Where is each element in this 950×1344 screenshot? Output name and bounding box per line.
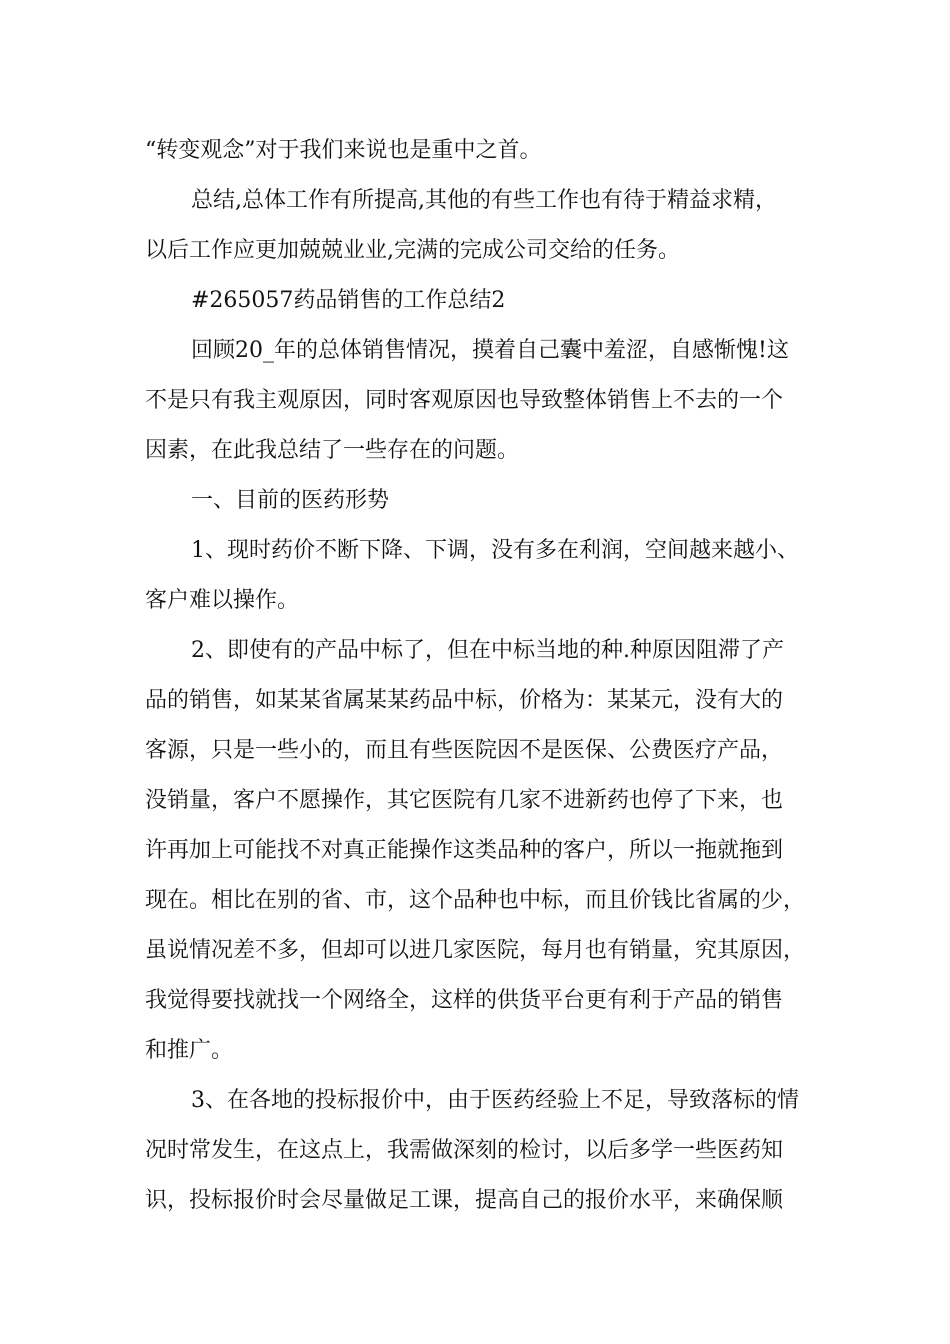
text-line: 1、现时药价不断下降、下调，没有多在利润，空间越来越小、 xyxy=(191,538,799,563)
text-line: 现在。相比在别的省、市，这个品种也中标，而且价钱比省属的少， xyxy=(145,888,806,913)
text-line: 回顾20_年的总体销售情况，摸着自己囊中羞涩，自感惭愧!这 xyxy=(191,338,789,363)
text-line: 总结,总体工作有所提高,其他的有些工作也有待于精益求精， xyxy=(191,188,777,213)
text-line: 虽说情况差不多，但却可以进几家医院，每月也有销量，究其原因， xyxy=(145,938,806,963)
text-line: 2、即使有的产品中标了，但在中标当地的种.种原因阻滞了产 xyxy=(191,638,784,663)
section-heading: 一、目前的医药形势 xyxy=(191,488,390,513)
text-line: 因素，在此我总结了一些存在的问题。 xyxy=(145,438,520,463)
text-line: 况时常发生，在这点上，我需做深刻的检讨，以后多学一些医药知 xyxy=(145,1138,784,1163)
text-line: 客户难以操作。 xyxy=(145,588,300,613)
text-line: 客源，只是一些小的，而且有些医院因不是医保、公费医疗产品， xyxy=(145,738,784,763)
text-line: 3、在各地的投标报价中，由于医药经验上不足，导致落标的情 xyxy=(191,1088,799,1113)
text-line: 许再加上可能找不对真正能操作这类品种的客户，所以一拖就拖到 xyxy=(145,838,784,863)
text-line: 识，投标报价时会尽量做足工课，提高自己的报价水平，来确保顺 xyxy=(145,1188,784,1213)
section-heading: #265057药品销售的工作总结2 xyxy=(191,288,506,313)
text-line: 不是只有我主观原因，同时客观原因也导致整体销售上不去的一个 xyxy=(145,388,784,413)
text-line: 以后工作应更加兢兢业业,完满的完成公司交给的任务。 xyxy=(145,238,680,263)
text-line: 我觉得要找就找一个网络全，这样的供货平台更有利于产品的销售 xyxy=(145,988,784,1013)
text-line: 没销量，客户不愿操作，其它医院有几家不进新药也停了下来，也 xyxy=(145,788,784,813)
text-line: 品的销售，如某某省属某某药品中标，价格为：某某元，没有大的 xyxy=(145,688,784,713)
text-line: “转变观念”对于我们来说也是重中之首。 xyxy=(145,138,542,163)
text-line: 和推广。 xyxy=(145,1038,234,1063)
